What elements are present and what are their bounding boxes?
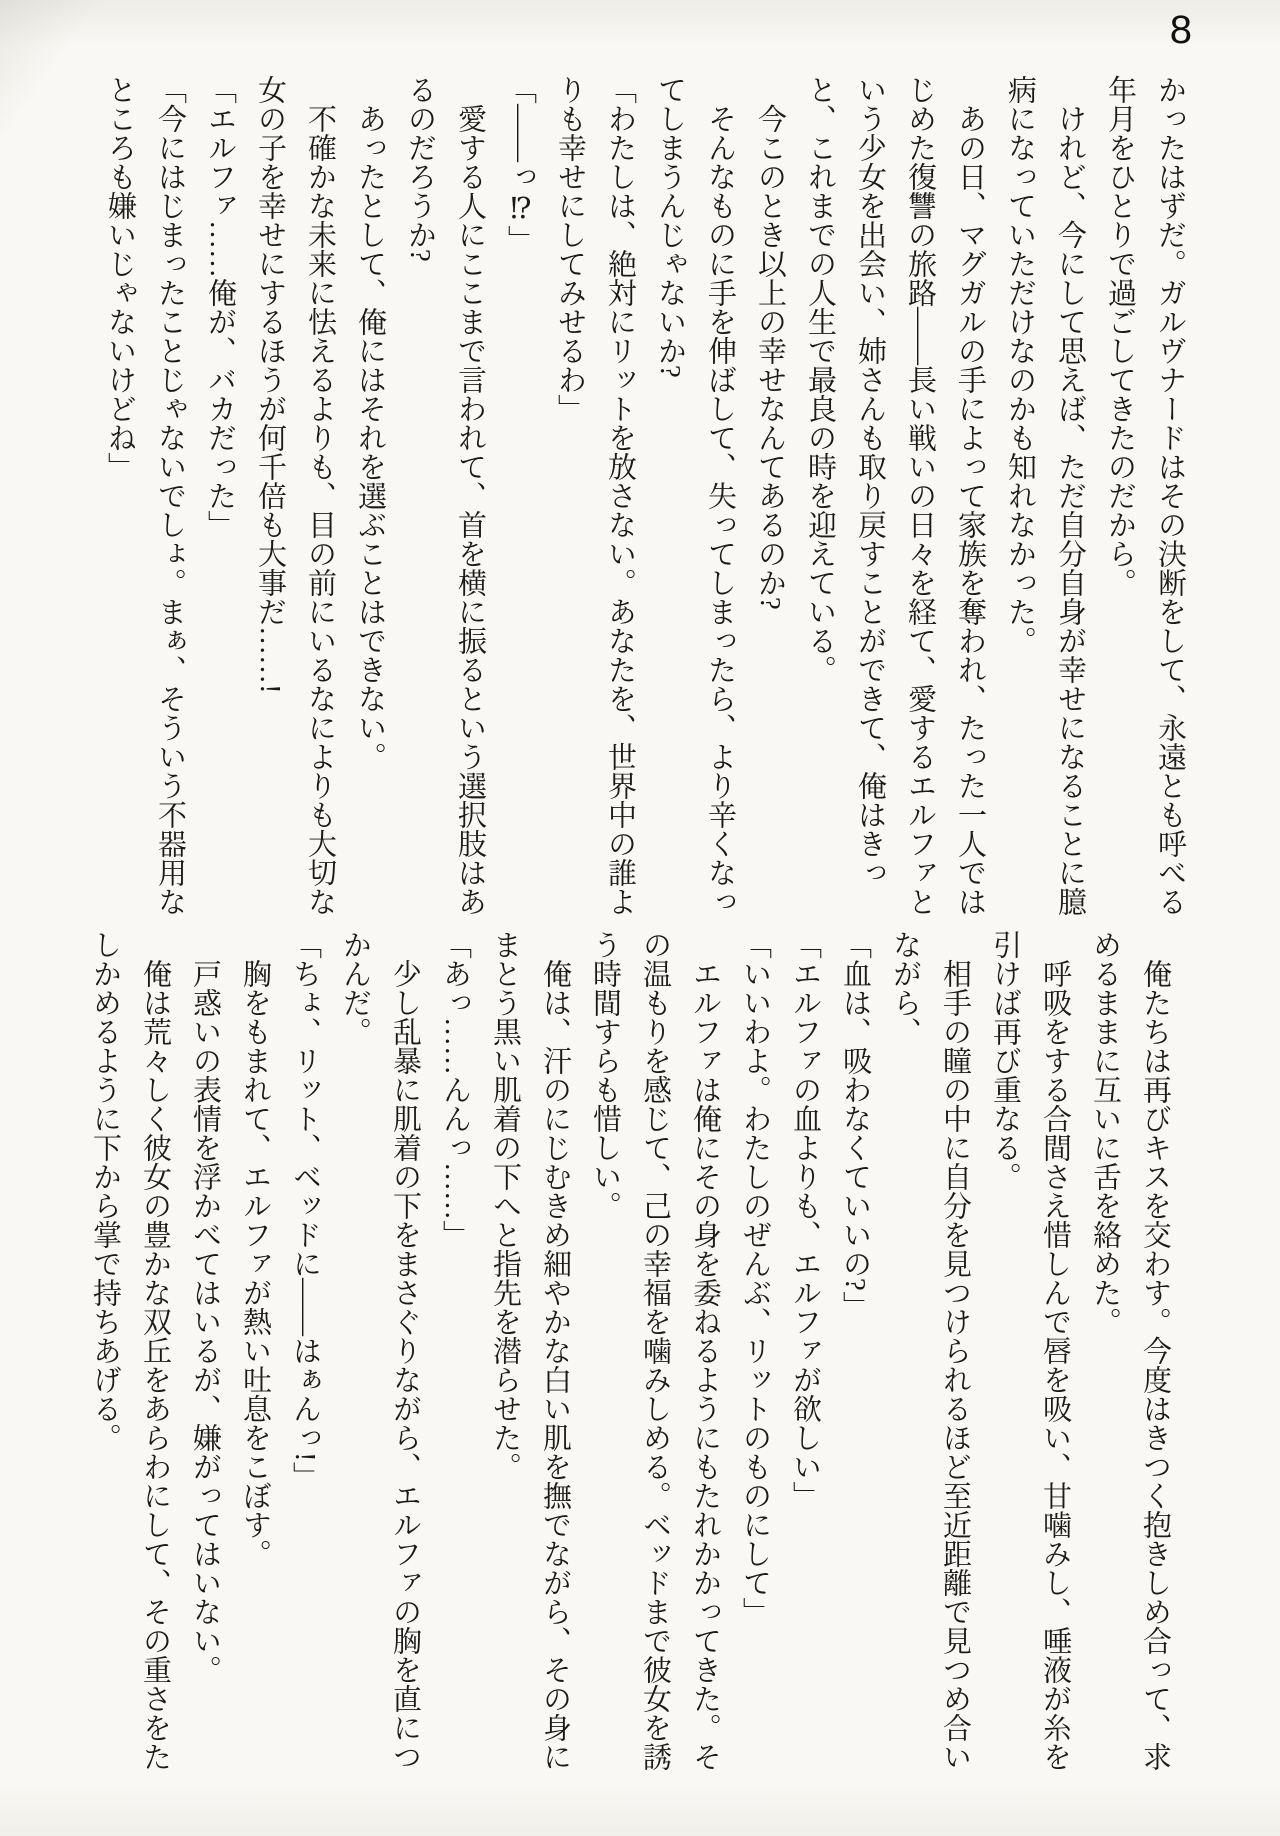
paragraph: あったとして、俺にはそれを選ぶことはできない。 [354, 104, 386, 771]
paragraph: 「エルファ……俺が、バカだった」 [204, 75, 236, 539]
paragraph: 愛する人にここまで言われて、首を横に振るという選択肢はあるのだろうか? [404, 75, 486, 916]
paragraph: 「血は、吸わなくていいの?」 [839, 930, 871, 1320]
paragraph: 不確かな未来に怯えるよりも、目の前にいるなによりも大切な女の子を幸せにするほうが何千倍も大事だ……! [254, 75, 336, 916]
paragraph: 「わたしは、絶対にリットを放さない。あなたを、世界中の誰よりも幸せにしてみせるわ」 [554, 75, 636, 916]
paragraph: 俺は、汗のにじむきめ細やかな白い肌を撫でながら、その身にまとう黒い肌着の下へと指先を潜らせた。 [489, 930, 571, 1771]
text-block-bottom [80, 930, 1180, 1775]
paragraph: 相手の瞳の中に自分を見つけられるほど至近距離で見つめ合いながら、 [889, 930, 971, 1771]
paragraph: けれど、今にして思えば、ただ自分自身が幸せになることに臆病になっていただけなのかも知れなかった。 [1004, 75, 1086, 916]
paragraph: 「ちょ、リット、ベッドに——はぁんっ!」 [289, 930, 321, 1491]
text-block-top [95, 75, 1195, 920]
paragraph: 俺は荒々しく彼女の豊かな双丘をあらわにして、その重さをたしかめるように下から掌で持ちあげる。 [89, 930, 171, 1771]
paragraph: エルファは俺にその身を委ねるようにもたれかかってきた。その温もりを感じて、己の幸福を噛みしめる。ベッドまで彼女を誘う時間すらも惜しい。 [589, 930, 721, 1771]
paragraph: 今このとき以上の幸せなんてあるのか? [754, 104, 786, 610]
paragraph: 呼吸をする合間さえ惜しんで唇を吸い、甘噛みし、唾液が糸を引けば再び重なる。 [989, 930, 1071, 1771]
paragraph: 戸惑いの表情を浮かべてはいるが、嫌がってはいない。 [189, 959, 221, 1684]
paragraph: 「エルファの血よりも、エルファが欲しい」 [789, 930, 821, 1510]
paragraph: 胸をもまれて、エルファが熱い吐息をこぼす。 [239, 959, 271, 1568]
paragraph: 「今にはじまったことじゃないでしょ。まぁ、そういう不器用なところも嫌いじゃないけどね」 [104, 75, 186, 916]
paragraph: かったはずだ。ガルヴナードはその決断をして、永遠とも呼べる年月をひとりで過ごしてきたのだから。 [1104, 75, 1186, 916]
paragraph: 「あっ……んんっ……」 [439, 930, 471, 1249]
paragraph: 少し乱暴に肌着の下をまさぐりながら、エルファの胸を直につかんだ。 [339, 930, 421, 1771]
paragraph: 「いいわよ。わたしのぜんぶ、リットのものにして」 [739, 930, 771, 1626]
page-number: 8 [1169, 8, 1192, 52]
paragraph: あの日、マグガルの手によって家族を奪われ、たった一人ではじめた復讐の旅路——長い戦いの日々を経て、愛するエルファという少女を出会い、姉さんも取り戻すことができて、俺はきっと、これまでの人生で最良の時を迎えている。 [804, 75, 986, 916]
paragraph: 「——っ⁉」 [504, 75, 536, 254]
paragraph: 俺たちは再びキスを交わす。今度はきつく抱きしめ合って、求めるままに互いに舌を絡めた。 [1089, 930, 1171, 1771]
paragraph: そんなものに手を伸ばして、失ってしまったら、より辛くなってしまうんじゃないか? [654, 75, 736, 916]
